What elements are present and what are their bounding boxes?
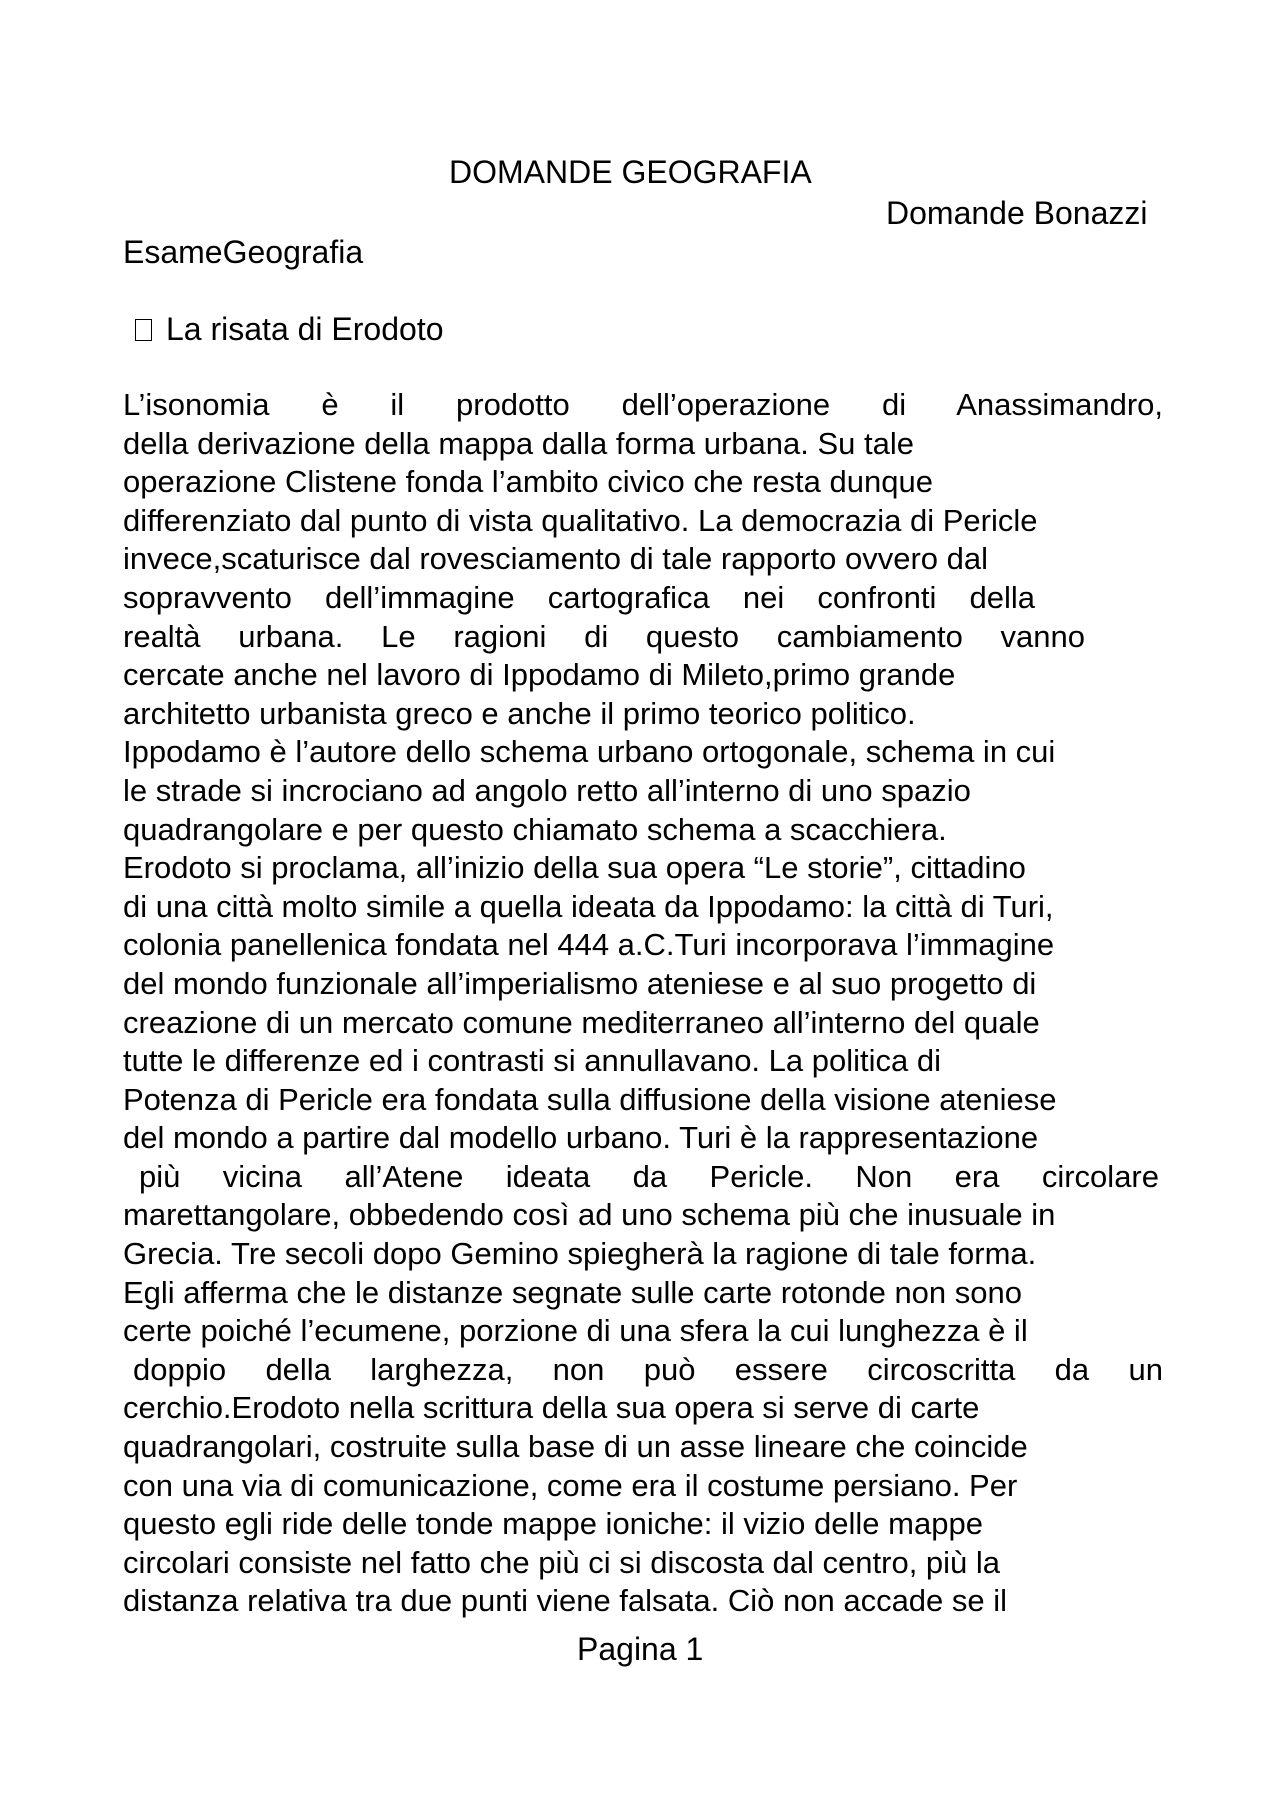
body-line: certe poiché l’ecumene, porzione di una sfera la cui lunghezza è il — [123, 1313, 1028, 1349]
bullet-box-icon — [135, 319, 152, 341]
body-line: di una città molto simile a quella ideata da Ippodamo: la città di Turi, — [123, 888, 1054, 924]
body-line: circolari consiste nel fatto che più ci si discosta dal centro, più la — [123, 1544, 1001, 1580]
body-line: L’isonomia è il prodotto dell’operazione di Anassimandro, — [123, 387, 1163, 422]
body-line: differenziato dal punto di vista qualitativo. La democrazia di Pericle — [123, 502, 1038, 538]
body-line: della derivazione della mappa dalla forma urbana. Su tale — [123, 425, 914, 461]
body-line: più vicina all’Atene ideata da Pericle. Non era circolare — [139, 1158, 1159, 1194]
body-line: realtà urbana. Le ragioni di questo cambiamento vanno — [123, 618, 1085, 654]
body-line: del mondo funzionale all’imperialismo ateniese e al suo progetto di — [123, 965, 1037, 1001]
body-line: del mondo a partire dal modello urbano. Turi è la rappresentazione — [123, 1120, 1039, 1156]
body-line: le strade si incrociano ad angolo retto all’interno di uno spazio — [123, 772, 971, 808]
body-line: architetto urbanista greco e anche il primo teorico politico. — [123, 695, 916, 731]
body-paragraph — [123, 386, 1163, 1621]
body-line: sopravvento dell’immagine cartografica nei confronti della — [123, 579, 1035, 615]
body-line: questo egli ride delle tonde mappe ioniche: il vizio delle mappe — [123, 1506, 983, 1542]
body-line: Potenza di Pericle era fondata sulla diffusione della visione ateniese — [123, 1081, 1057, 1117]
body-line: quadrangolare e per questo chiamato schema a scacchiera. — [123, 811, 947, 847]
body-line: marettangolare, obbedendo così ad uno schema più che inusuale in — [123, 1197, 1056, 1233]
body-line: invece,scaturisce dal rovesciamento di tale rapporto ovvero dal — [123, 541, 989, 577]
body-line: con una via di comunicazione, come era il costume persiano. Per — [123, 1467, 1018, 1503]
section-heading-text: La risata di Erodoto — [166, 311, 444, 347]
body-line: creazione di un mercato comune mediterraneo all’interno del quale — [123, 1004, 1040, 1040]
body-line: Egli afferma che le distanze segnate sulle carte rotonde non sono — [123, 1274, 1022, 1310]
body-line: quadrangolari, costruite sulla base di un asse lineare che coincide — [123, 1429, 1028, 1465]
document-title: DOMANDE GEOGRAFIA — [449, 154, 812, 190]
body-line: colonia panellenica fondata nel 444 a.C.Turi incorporava l’immagine — [123, 927, 1055, 963]
body-line: doppio della larghezza, non può essere circoscritta da un — [133, 1351, 1163, 1387]
body-line: Grecia. Tre secoli dopo Gemino spiegherà la ragione di tale forma. — [123, 1236, 1037, 1272]
section-heading — [135, 309, 444, 349]
page-number: Pagina 1 — [577, 1631, 704, 1667]
body-line: distanza relativa tra due punti viene falsata. Ciò non accade se il — [123, 1583, 1008, 1619]
body-line: cercate anche nel lavoro di Ippodamo di Mileto,primo grande — [123, 657, 956, 693]
body-line: operazione Clistene fonda l’ambito civico che resta dunque — [123, 464, 933, 500]
body-line: cerchio.Erodoto nella scrittura della sua opera si serve di carte — [123, 1390, 980, 1426]
body-line: Erodoto si proclama, all’inizio della sua opera “Le storie”, cittadino — [123, 850, 1026, 886]
body-line: tutte le differenze ed i contrasti si annullavano. La politica di — [123, 1043, 941, 1079]
header-author: Domande Bonazzi — [886, 195, 1148, 231]
body-line: Ippodamo è l’autore dello schema urbano ortogonale, schema in cui — [123, 734, 1056, 770]
header-subject: EsameGeografia — [123, 234, 364, 270]
